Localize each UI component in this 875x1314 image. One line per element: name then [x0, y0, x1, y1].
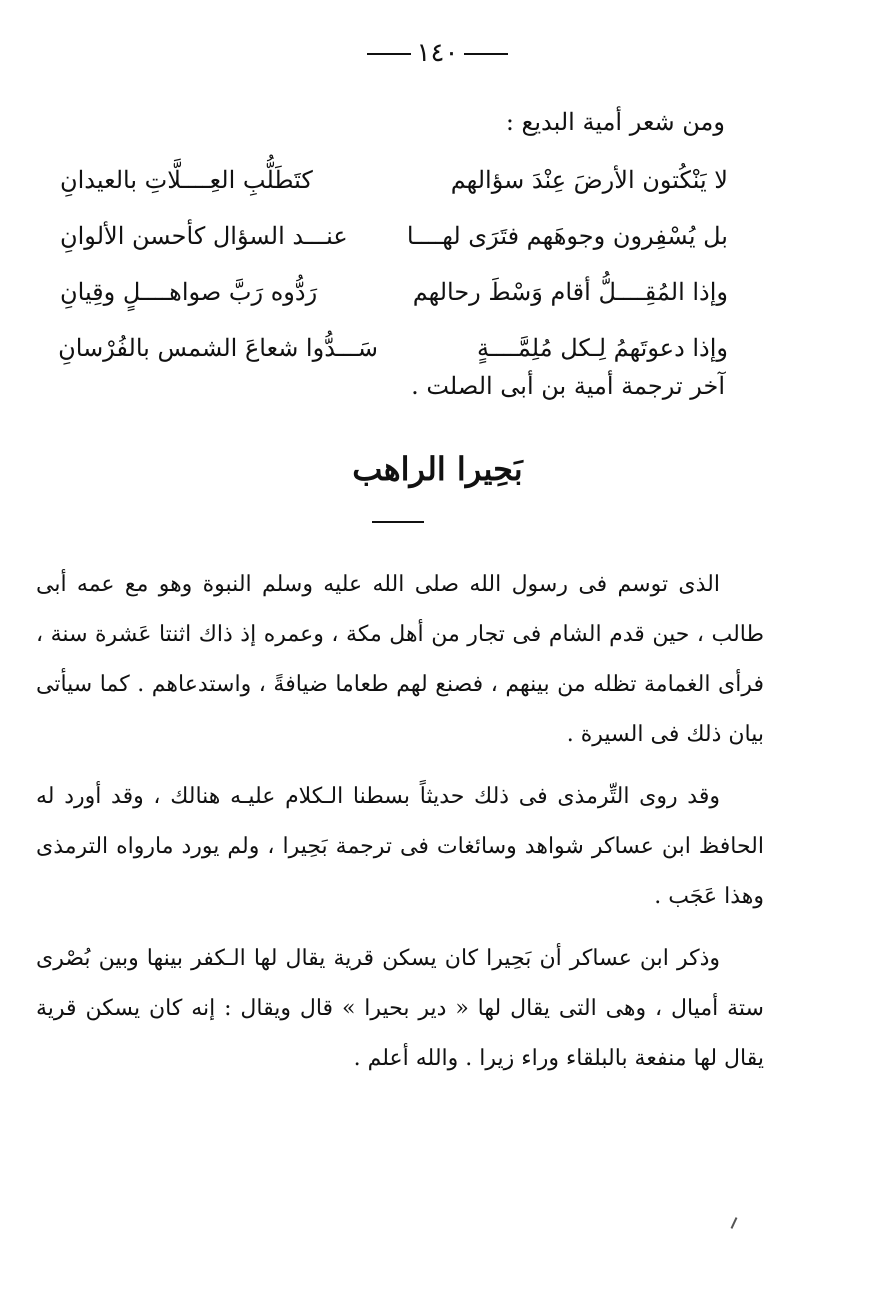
verse-first-hemistich: وإذا دعوتَهمُ لِـكل مُلِمَّــــةٍ	[476, 334, 728, 362]
paragraph: الذى توسم فى رسول الله صلى الله عليه وسلم النبوة وهو مع عمه أبى طالب ، حين قدم الشام فى تجار من أهل مكة ، وعمره إذ ذاك اثنتا عَشرة سنة ، فرأى الغمامة تظله من بينهم ، فصنع لهم طعاما ضيافةً ، واستدعاهم . كما سيأتى بيان ذلك فى السيرة .	[36, 572, 764, 747]
verse	[60, 320, 728, 376]
paragraph: وقد روى التِّرمذى فى ذلك حديثاً بسطنا الـكلام عليـه هنالك ، وقد أورد له الحافظ ابن عساكر شواهد وسائغات فى ترجمة بَحِيرا ، ولم يورد مارواه الترمذى وهذا عَجَب .	[36, 784, 764, 909]
page-number-text: ١٤٠	[416, 38, 459, 68]
verse	[60, 152, 728, 208]
title-underline-rule	[372, 521, 424, 523]
verse-first-hemistich: بل يُسْفِرون وجوهَهم فتَرَى لهــــا	[406, 222, 728, 250]
section-title: بَحِيرا الراهب	[352, 450, 523, 488]
verse-second-hemistich: رَدُّوه رَبَّ صواهــــلٍ وقِيانِ	[60, 278, 318, 306]
biography-closing-line: آخر ترجمة أمية بن أبى الصلت .	[411, 372, 725, 400]
verse-first-hemistich: لا يَنْكُتون الأرضَ عِنْدَ سؤالهم	[450, 166, 728, 194]
margin-mark	[731, 1217, 738, 1229]
body-text	[36, 560, 764, 1096]
paragraph: وذكر ابن عساكر أن بَحِيرا كان يسكن قرية يقال لها الـكفر بينها وبين بُصْرى ستة أميال ، وهى التى يقال لها « دير بحيرا » قال ويقال : إنه كان يسكن قرية يقال لها منفعة بالبلقاء وراء زيرا . والله أعلم .	[36, 946, 764, 1071]
verse-second-hemistich: كتَطَلُّبِ العِــــلَّاتِ بالعيدانِ	[60, 166, 313, 194]
right-dash	[367, 53, 411, 55]
verse-second-hemistich: سَـــدُّوا شعاعَ الشمس بالفُرْسانِ	[58, 334, 378, 362]
page-number	[0, 38, 875, 68]
verse	[60, 264, 728, 320]
verse-first-hemistich: وإذا المُقِــــلُّ أقام وَسْطَ رحالهم	[412, 278, 728, 306]
verse-second-hemistich: عنـــد السؤال كأحسن الألوانِ	[60, 222, 348, 250]
poem	[60, 152, 728, 376]
poem-intro: ومن شعر أمية البديع :	[505, 108, 725, 136]
left-dash	[464, 53, 508, 55]
verse	[60, 208, 728, 264]
